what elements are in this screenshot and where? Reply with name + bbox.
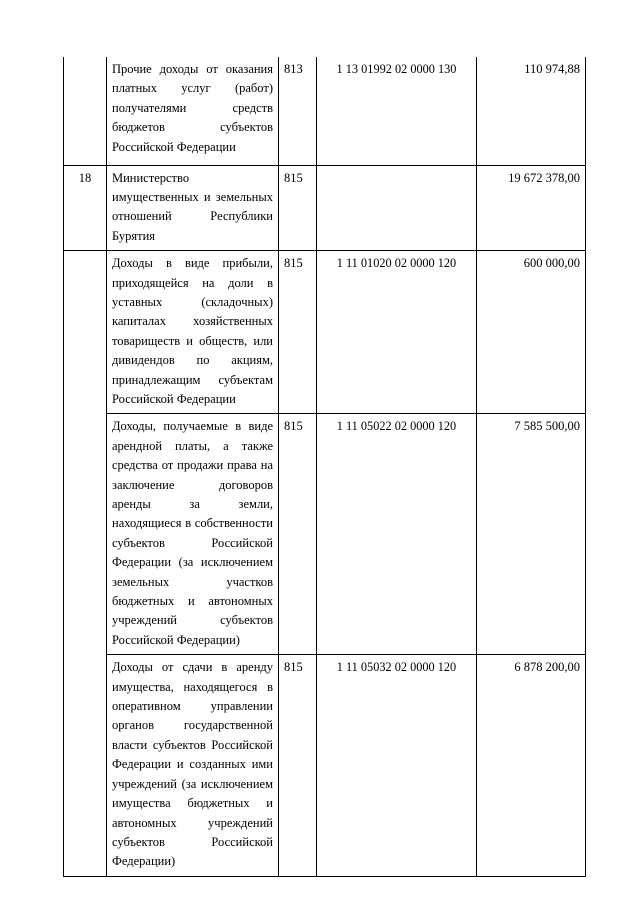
budget-classification-code: 1 11 05032 02 0000 120	[317, 655, 477, 876]
table-row	[64, 655, 586, 876]
amount: 19 672 378,00	[477, 165, 586, 251]
budget-classification-code: 1 13 01992 02 0000 130	[317, 57, 477, 165]
table-row	[64, 251, 586, 414]
amount: 6 878 200,00	[477, 655, 586, 876]
row-number	[64, 57, 107, 165]
revenue-name: Министерство имущественных и земельных отношений Республики Бурятия	[107, 165, 279, 251]
admin-code: 815	[279, 655, 317, 876]
revenue-name: Прочие доходы от оказания платных услуг (работ) получателями средств бюджетов субъектов Российской Федерации	[107, 57, 279, 165]
admin-code: 815	[279, 251, 317, 414]
admin-code: 815	[279, 165, 317, 251]
row-number	[64, 414, 107, 655]
admin-code: 815	[279, 414, 317, 655]
amount: 600 000,00	[477, 251, 586, 414]
table-row	[64, 165, 586, 251]
row-number	[64, 251, 107, 414]
revenue-table	[63, 57, 586, 877]
amount: 110 974,88	[477, 57, 586, 165]
budget-classification-code: 1 11 05022 02 0000 120	[317, 414, 477, 655]
budget-classification-code	[317, 165, 477, 251]
row-number	[64, 655, 107, 876]
revenue-name: Доходы, получаемые в виде арендной платы, а также средства от продажи права на заключение договоров аренды за земли, находящиеся в собственности субъектов Российской Федерации (за исключением земельных участков бюджетных и автономных учреждений субъектов Российской Федерации)	[107, 414, 279, 655]
row-number: 18	[64, 165, 107, 251]
table-row	[64, 414, 586, 655]
budget-classification-code: 1 11 01020 02 0000 120	[317, 251, 477, 414]
table-row	[64, 57, 586, 165]
revenue-name: Доходы в виде прибыли, приходящейся на доли в уставных (складочных) капиталах хозяйственных товариществ и обществ, или дивидендов по акциям, принадлежащим субъектам Российской Федерации	[107, 251, 279, 414]
amount: 7 585 500,00	[477, 414, 586, 655]
admin-code: 813	[279, 57, 317, 165]
revenue-name: Доходы от сдачи в аренду имущества, находящегося в оперативном управлении органов государственной власти субъектов Российской Федерации и созданных ими учреждений (за исключением имущества бюджетных и автономных учреждений субъектов Российской Федерации)	[107, 655, 279, 876]
